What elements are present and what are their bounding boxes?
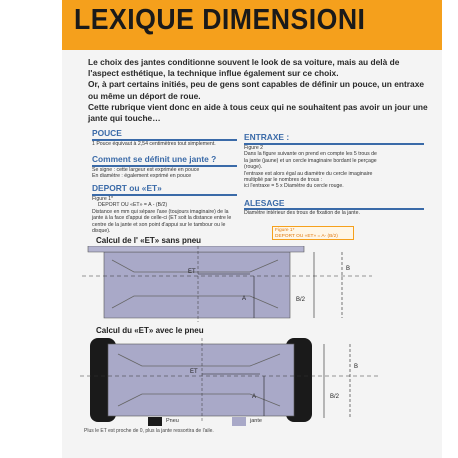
- legend-label-jante: jante: [250, 418, 262, 424]
- deport-line-5: centre de la jante et son point d'appui sur le tambour ou le: [92, 221, 226, 228]
- deport-line-4: jante à la face d'appui de celle-ci (ET soit la distance entre le: [92, 215, 232, 222]
- diagram1-rim-outer-top: [88, 246, 304, 252]
- diagram1-rim-body: [104, 252, 290, 318]
- figure-formula-box: [272, 226, 354, 240]
- section-title-pouce: POUCE: [92, 128, 122, 138]
- diagram2-label-b: B: [354, 364, 359, 370]
- deport-line-1: Figure 1*: [92, 196, 114, 202]
- deport-line-3: Distance en mm qui sépare l'axe (toujours imaginaire) de la: [92, 208, 229, 215]
- pouce-line: 1 Pouce équivaut à 2,54 centimètres tout simplement.: [92, 141, 216, 147]
- intro-paragraph-3: Cette rubrique vient donc en aide à tous ceux qui ne souhaitent pas avoir un jour une jante qui touche…: [88, 101, 428, 124]
- entraxe-line-4: (rouge).: [244, 164, 263, 171]
- figure-box-line-2: DEPORT OU «ET» = A- (B/2): [275, 234, 338, 239]
- deport-line-2: DEPORT OU «ET» = A - (B/2): [98, 202, 168, 209]
- title-bar: [62, 0, 442, 50]
- entraxe-line-2: Dans la figure suivante on prend en compte les 5 trous de: [244, 151, 377, 158]
- diagram2-label-et: ET: [190, 369, 198, 375]
- deport-line-6: disque).: [92, 228, 111, 235]
- entraxe-line-5: l'entraxe est alors égal au diamètre du cercle imaginaire: [244, 170, 373, 177]
- section-title-jante: Comment se définit une jante ?: [92, 154, 217, 164]
- section-title-alesage: ALESAGE: [244, 198, 285, 208]
- diagram1-label-b2: B/2: [296, 297, 306, 303]
- entraxe-line-7: ici l'entraxe = 5 x Diamètre du cercle rouge.: [244, 183, 344, 190]
- diagram2-rim-tire: [80, 338, 380, 422]
- legend-label-pneu: Pneu: [166, 418, 179, 424]
- entraxe-line-6: multiplié par le nombres de trous :: [244, 177, 323, 184]
- figure-box-line-1: Figure 1*: [275, 228, 295, 233]
- section-text-deport: [92, 196, 252, 234]
- diagram1-rim: [82, 246, 372, 322]
- diagram2-label-a: A: [252, 394, 257, 400]
- diagram2-label-b2: B/2: [330, 394, 340, 400]
- diagram1-title: Calcul de l' «ET» sans pneu: [96, 236, 202, 245]
- document-page: [62, 0, 442, 458]
- section-title-deport: DEPORT ou «ET»: [92, 183, 162, 193]
- intro-paragraph-2: Or, à part certains initiés, peu de gens sont capables de définir un pouce, un entraxe ou même un déport de roue.: [88, 79, 425, 101]
- diagram1-label-b: B: [346, 266, 351, 272]
- entraxe-line-1: Figure 2: [244, 145, 264, 151]
- intro-text: [88, 57, 428, 124]
- section-title-entraxe: ENTRAXE :: [244, 132, 290, 142]
- section-text-pouce: [92, 141, 242, 147]
- intro-paragraph-1: Le choix des jantes conditionne souvent le look de sa voiture, mais au delà de l'aspect esthétique, la technique influe également sur ce choix.: [88, 57, 400, 79]
- entraxe-line-3: la jante (jaune) et un cercle imaginaire bordant le perçage: [244, 157, 377, 164]
- diagram2-rim-body: [108, 344, 294, 416]
- jante-line-1: Se signe : cette largeur est exprimée en pouce: [92, 167, 200, 173]
- diagram2-title: Calcul du «ET» avec le pneu: [96, 326, 204, 335]
- legend-swatch-pneu: [148, 417, 162, 426]
- diagram1-label-a: A: [242, 296, 247, 302]
- diagram1-label-et: ET: [188, 269, 196, 275]
- section-text-jante: [92, 167, 242, 180]
- page-title: LEXIQUE DIMENSIONI: [74, 4, 366, 36]
- legend-swatch-jante: [232, 417, 246, 426]
- jante-line-2: En diamètre : également exprimé en pouce: [92, 173, 192, 180]
- section-text-entraxe: [244, 145, 429, 190]
- section-text-alesage: [244, 210, 429, 216]
- footer-note: Plus le ET est proche de 0, plus la jante ressortira de l'aile.: [84, 428, 214, 434]
- alesage-line: Diamètre intérieur des trous de fixation de la jante.: [244, 210, 360, 216]
